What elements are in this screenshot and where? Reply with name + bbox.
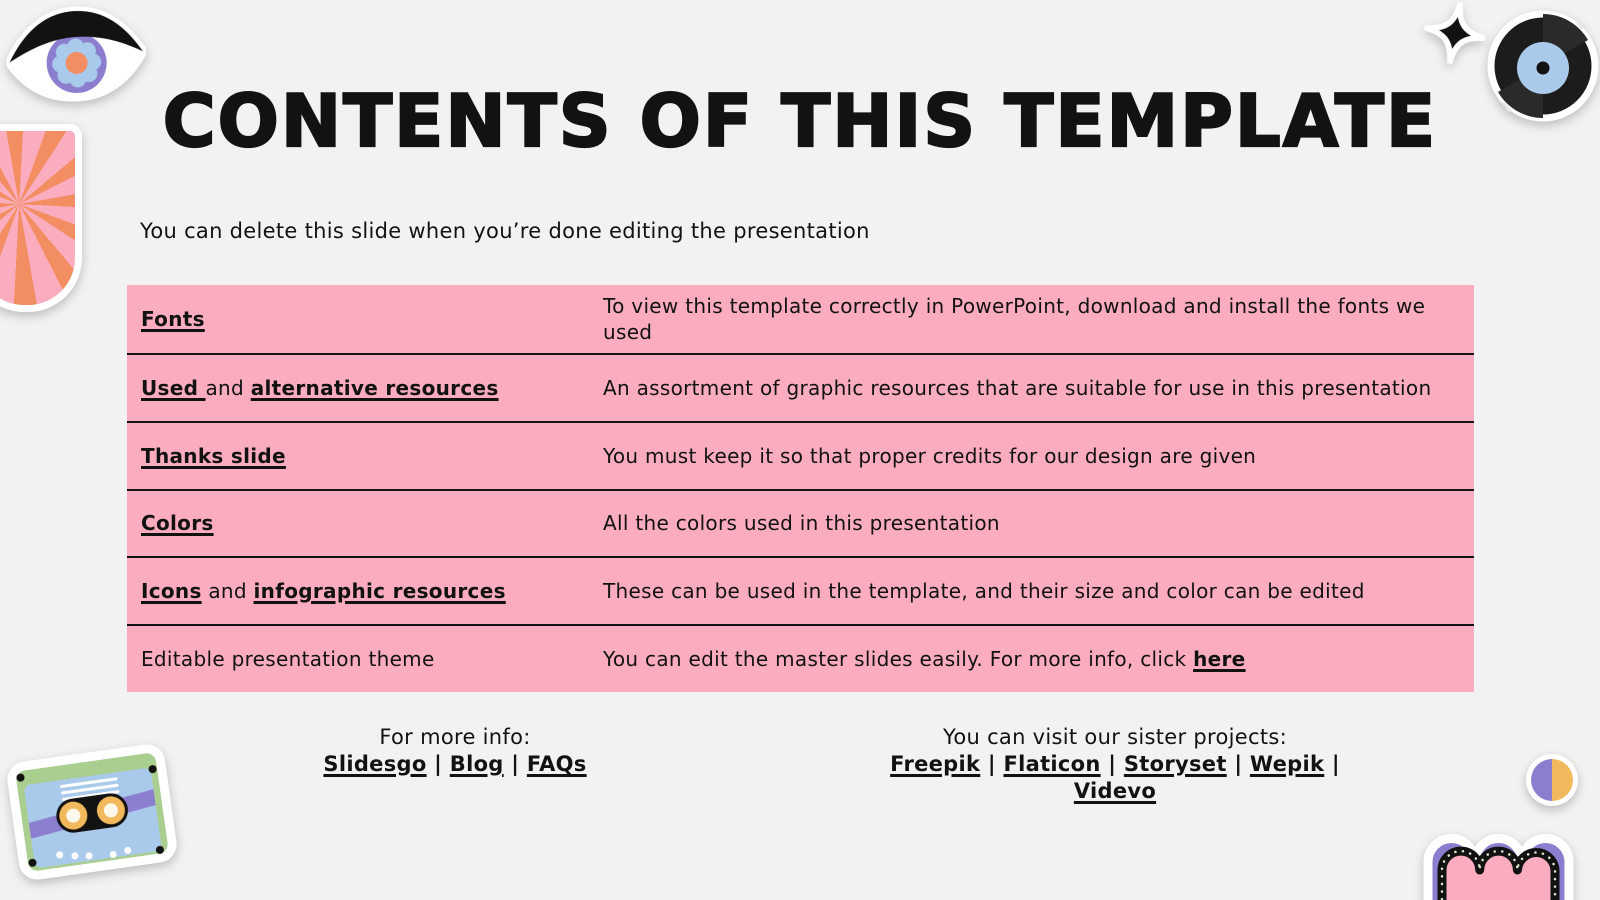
label-text: Editable presentation theme <box>141 647 435 672</box>
footer-link-flaticon[interactable]: Flaticon <box>1003 752 1101 776</box>
row-description <box>603 578 1474 604</box>
footer-more-info <box>240 724 670 778</box>
contents-table <box>127 285 1474 692</box>
separator: | <box>1324 752 1340 776</box>
footer-link-faqs[interactable]: FAQs <box>526 752 587 776</box>
row-label <box>127 376 603 400</box>
label-link[interactable]: alternative resources <box>250 375 499 400</box>
description-text: You can edit the master slides easily. For more info, click <box>603 647 1194 672</box>
row-label <box>127 647 603 671</box>
footer-link-wepik[interactable]: Wepik <box>1249 752 1325 776</box>
footer-link-slidesgo[interactable]: Slidesgo <box>323 752 427 776</box>
footer-left-links <box>240 751 670 778</box>
subtitle-text: You can delete this slide when you’re done editing the presentation <box>140 219 870 243</box>
label-link[interactable]: Used <box>141 375 206 400</box>
footer-link-storyset[interactable]: Storyset <box>1123 752 1227 776</box>
label-link[interactable]: Colors <box>141 511 214 536</box>
label-text: and <box>201 579 254 604</box>
table-row <box>127 556 1474 624</box>
label-link[interactable]: Icons <box>141 579 202 604</box>
half-circle-sticker-icon <box>1525 753 1579 807</box>
description-link[interactable]: here <box>1193 647 1246 672</box>
row-description <box>603 510 1474 536</box>
row-label <box>127 307 603 331</box>
separator: | <box>426 752 450 776</box>
table-row <box>127 285 1474 353</box>
footer-sister-projects <box>855 724 1375 805</box>
separator: | <box>980 752 1004 776</box>
description-text: All the colors used in this presentation <box>603 511 1000 536</box>
description-text: These can be used in the template, and their size and color can be edited <box>603 579 1365 604</box>
label-link[interactable]: Thanks slide <box>141 443 286 468</box>
footer-link-videvo[interactable]: Videvo <box>1073 779 1157 803</box>
page-title: CONTENTS OF THIS TEMPLATE <box>162 79 1438 163</box>
table-row <box>127 624 1474 692</box>
row-label <box>127 511 603 535</box>
row-description <box>603 375 1474 401</box>
description-text: An assortment of graphic resources that are suitable for use in this presentation <box>603 375 1432 400</box>
footer-left-heading: For more info: <box>379 725 531 749</box>
footer-link-freepik[interactable]: Freepik <box>890 752 981 776</box>
row-description <box>603 443 1474 469</box>
label-link[interactable]: Fonts <box>141 306 205 331</box>
footer-right-links <box>855 751 1375 805</box>
separator: | <box>1226 752 1250 776</box>
row-label <box>127 579 603 603</box>
footer-link-blog[interactable]: Blog <box>449 752 504 776</box>
cassette-tape-sticker-icon <box>4 741 179 882</box>
label-text: and <box>205 375 251 400</box>
row-description <box>603 646 1474 672</box>
crown-sticker-icon <box>1421 810 1577 900</box>
table-row <box>127 489 1474 557</box>
description-text: To view this template correctly in PowerPoint, download and install the fonts we used <box>603 293 1426 344</box>
label-link[interactable]: infographic resources <box>253 579 506 604</box>
row-description <box>603 293 1474 345</box>
table-row <box>127 353 1474 421</box>
table-row <box>127 421 1474 489</box>
description-text: You must keep it so that proper credits for our design are given <box>603 443 1257 468</box>
sparkle-icon <box>1419 0 1491 69</box>
footer-right-heading: You can visit our sister projects: <box>943 725 1287 749</box>
row-label <box>127 444 603 468</box>
separator: | <box>503 752 527 776</box>
separator: | <box>1100 752 1124 776</box>
